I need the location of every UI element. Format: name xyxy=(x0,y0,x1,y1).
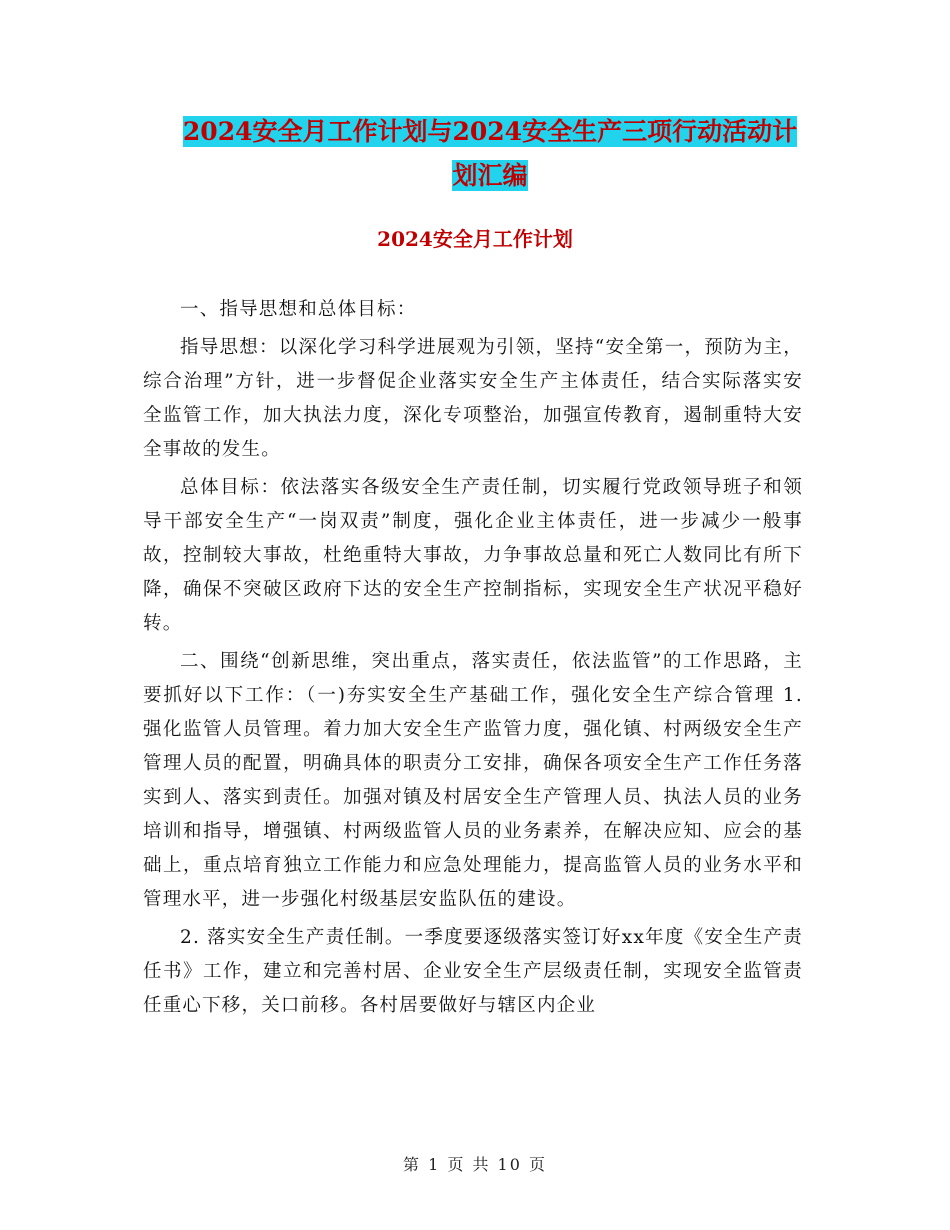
document-body xyxy=(143,293,803,1027)
section-title: 2024安全月工作计划 xyxy=(377,227,573,251)
paragraph-responsibility: 2. 落实安全生产责任制。一季度要逐级落实签订好xx年度《安全生产责任书》工作，建立和完善村居、企业安全生产层级责任制，实现安全监管责任重心下移，关口前移。各村居要做好与辖区内企业 xyxy=(143,927,803,1016)
paragraph-heading-1: 一、指导思想和总体目标： xyxy=(180,299,417,320)
page-number-footer: 第 1 页 共 10 页 xyxy=(403,1155,547,1174)
document-title-line-1: 2024安全月工作计划与2024安全生产三项行动活动计 xyxy=(182,117,798,146)
document-title-line-2: 划汇编 xyxy=(452,161,528,190)
paragraph-heading-2: 二、围绕“创新思维，突出重点，落实责任，依法监管”的工作思路，主要抓好以下工作：（一)夯实安全生产基础工作，强化安全生产综合管理 1. 强化监管人员管理。着力加大安全生产监管力度，强化镇、村两级安全生产管理人员的配置，明确具体的职责分工安排，确保各项安全生产工作任务落实到人、落实到责任。加强对镇及村居安全生产管理人员、执法人员的业务培训和指导，增强镇、村两级监管人员的业务素养，在解决应知、应会的基础上，重点培育独立工作能力和应急处理能力，提高监管人员的业务水平和管理水平，进一步强化村级基层安监队伍的建设。 xyxy=(143,651,803,910)
paragraph-overall-goal: 总体目标：依法落实各级安全生产责任制，切实履行党政领导班子和领导干部安全生产“一岗双责”制度，强化企业主体责任，进一步减少一般事故，控制较大事故，杜绝重特大事故，力争事故总量和死亡人数同比有所下降，确保不突破区政府下达的安全生产控制指标，实现安全生产状况平稳好转。 xyxy=(143,477,803,634)
paragraph-guiding-ideology: 指导思想：以深化学习科学进展观为引领，坚持“安全第一，预防为主，综合治理”方针，进一步督促企业落实安全生产主体责任，结合实际落实安全监管工作，加大执法力度，深化专项整治，加强宣传教育，遏制重特大安全事故的发生。 xyxy=(143,337,803,460)
document-title xyxy=(140,110,840,198)
